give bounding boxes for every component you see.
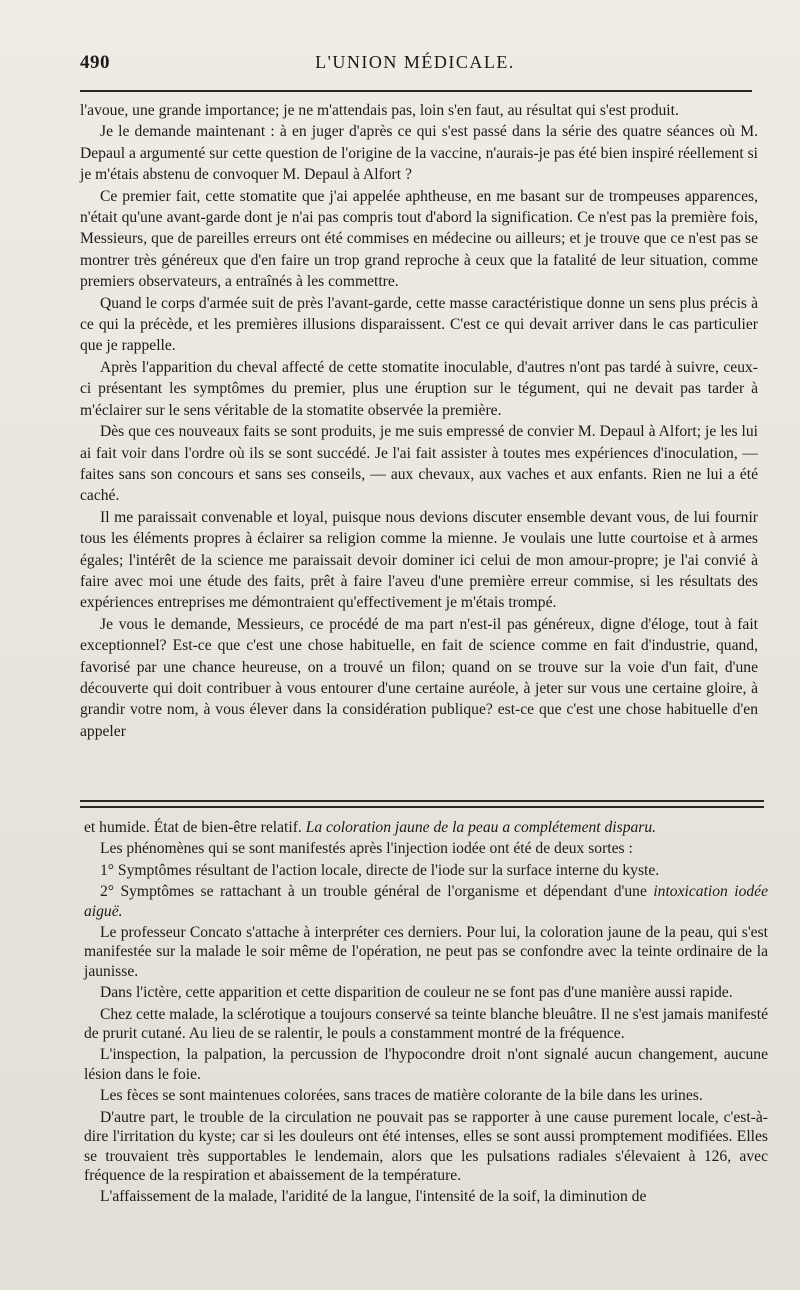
feuilleton-text-column	[84, 818, 768, 1209]
main-text-column	[80, 100, 758, 742]
paragraph: Chez cette malade, la sclérotique a toujours conservé sa teinte blanche bleuâtre. Il ne s'est jamais manifesté de prurit cutané. Au lieu de se ralentir, le pouls a constamment montré de la fréquence.	[84, 1005, 768, 1043]
paragraph: Il me paraissait convenable et loyal, puisque nous devions discuter ensemble devant vous, de lui fournir tous les éléments propres à éclairer sa religion comme la mienne. Je voulais une lutte courtoise et à armes égales; l'intérêt de la science me paraissait devoir dominer ici celui de mon amour-propre; je l'ai convié à faire avec moi une étude des faits, prêt à faire l'aveu d'une première erreur commise, si les résultats des expériences entreprises me démontraient qu'effectivement je m'étais trompé.	[80, 508, 758, 612]
paragraph: Dans l'ictère, cette apparition et cette disparition de couleur ne se font pas d'une manière aussi rapide.	[100, 984, 733, 1002]
page-number: 490	[80, 52, 110, 73]
paragraph: Ce premier fait, cette stomatite que j'ai appelée aphtheuse, en me basant sur de trompeuses apparences, n'était qu'une avant-garde dont je n'ai pas compris tout d'abord la signification. Ce n'est pas la première fois, Messieurs, que de pareilles erreurs ont été commises en médecine ou ailleurs; et je trouve que ce n'est pas se montrer très généreux que d'en faire un trop grand reproche à ceux que la fatalité de leur situation, comme premiers observateurs, a entraînés à les commettre.	[80, 187, 758, 291]
paragraph: Quand le corps d'armée suit de près l'avant-garde, cette masse caractéristique donne un sens plus précis à ce qui la précède, et les premières illusions disparaissent. C'est ce qui devait arriver dans le cas particulier que je rappelle.	[80, 294, 758, 355]
list-item: 1° Symptômes résultant de l'action locale, directe de l'iode sur la surface interne du kyste.	[100, 861, 660, 879]
paragraph: Les phénomènes qui se sont manifestés après l'injection iodée ont été de deux sortes :	[100, 840, 633, 858]
paragraph: L'inspection, la palpation, la percussion de l'hypocondre droit n'ont signalé aucun changement, aucune lésion dans le foie.	[84, 1046, 768, 1083]
paragraph: Le professeur Concato s'attache à interpréter ces derniers. Pour lui, la coloration jaune de la peau, qui s'est manifestée sur la malade le soir même de l'opération, ne peut pas se confondre avec la teinte ordinaire de la jaunisse.	[84, 924, 768, 980]
paragraph: L'affaissement de la malade, l'aridité de la langue, l'intensité de la soif, la diminution de	[100, 1188, 647, 1206]
paragraph: Dès que ces nouveaux faits se sont produits, je me suis empressé de convier M. Depaul à Alfort; je les lui ai fait voir dans l'ordre où ils se sont succédé. Je l'ai fait assister à toutes mes expériences d'inoculation, — faites sans son concours et sans ses conseils, — aux chevaux, aux vaches et aux enfants. Rien ne lui a été caché.	[80, 423, 758, 505]
text-run: et humide. État de bien-être relatif.	[84, 819, 306, 836]
italic-text-run: intoxication iodée aiguë.	[84, 883, 769, 920]
section-separator-rule	[80, 806, 764, 808]
paragraph: Je vous le demande, Messieurs, ce procédé de ma part n'est-il pas généreux, digne d'éloge, tout à fait exceptionnel? Est-ce que c'est une chose habituelle, en fait de science comme en fait d'industrie, quand, favorisé par une chance heureuse, on a trouvé un filon; quand on se trouve sur la voie d'un fait, d'une découverte qui doit contribuer à vous entourer d'une certaine auréole, à jeter sur vous une certaine gloire, à grandir votre nom, à vous élever dans la considération publique? est-ce que c'est une chose habituelle d'en appeler	[80, 615, 758, 740]
page-header	[80, 52, 750, 82]
paragraph: D'autre part, le trouble de la circulation ne pouvait pas se rapporter à une cause purement locale, c'est-à-dire l'irritation du kyste; car si les douleurs ont été intenses, elles se sont aussi promptement modifiées. Elles se trouvaient très supportables le lendemain, alors que les pulsations radiales s'élevaient à 126, avec fréquence de la respiration et abaissement de la température.	[84, 1108, 768, 1184]
paragraph: Les fèces se sont maintenues colorées, sans traces de matière colorante de la bile dans les urines.	[100, 1087, 703, 1105]
text-run: 2° Symptômes se rattachant à un trouble général de l'organisme et dépendant d'une	[100, 883, 654, 901]
italic-text-run: La coloration jaune de la peau a complétement disparu.	[305, 819, 657, 836]
running-title: L'UNION MÉDICALE.	[315, 52, 515, 72]
paragraph: Je le demande maintenant : à en juger d'après ce qui s'est passé dans la série des quatre séances où M. Depaul a argumenté sur cette question de l'origine de la vaccine, n'aurais-je pas été bien inspiré réellement si je m'étais abstenu de convoquer M. Depaul à Alfort ?	[80, 123, 758, 184]
paragraph	[84, 818, 768, 837]
header-rule	[80, 90, 752, 92]
paragraph: l'avoue, une grande importance; je ne m'attendais pas, loin s'en faut, au résultat qui s'est produit.	[80, 102, 679, 119]
list-item	[84, 882, 768, 921]
paragraph: Après l'apparition du cheval affecté de cette stomatite inoculable, d'autres n'ont pas tardé à suivre, ceux-ci présentant les symptômes du premier, plus une éruption sur le tégument, qui ne devait pas tarder à m'éclairer sur le sens véritable de la stomatite observée la première.	[80, 358, 758, 419]
section-separator-rule	[80, 800, 764, 802]
